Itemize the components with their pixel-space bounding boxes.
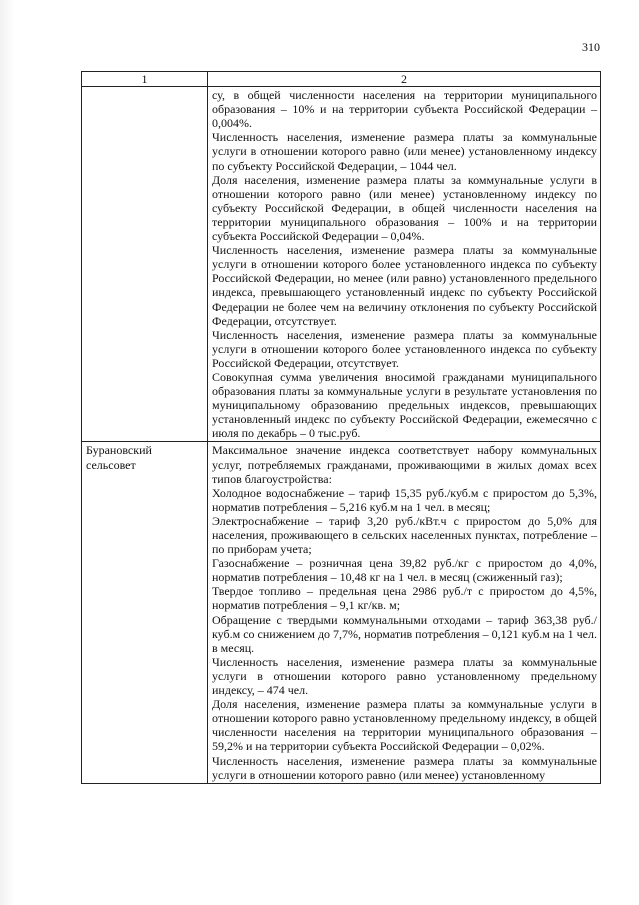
paragraph: Электроснабжение – тариф 3,20 руб./кВт.ч с приростом до 5,0% для населения, проживающего в сельских населенных пунктах, потребление – по приборам учета; (212, 513, 597, 557)
municipality-name-line: Бурановский (86, 443, 152, 458)
row-1-col-1 (82, 87, 208, 442)
page-number: 310 (582, 40, 600, 54)
paragraph: Обращение с твердыми коммунальными отходами – тариф 363,38 руб./куб.м со снижением до 7,7%, норматив потребления – 0,121 куб.м на 1 чел. в месяц. (212, 612, 597, 655)
paragraph: Газоснабжение – розничная цена 39,82 руб./кг с приростом до 4,0%, норматив потребления – 10,48 кг на 1 чел. в месяц (сжиженный газ); (212, 556, 597, 585)
row-2-col-1 (82, 442, 208, 783)
paragraph: Холодное водоснабжение – тариф 15,35 руб./куб.м с приростом до 5,3%, норматив потребления – 5,216 куб.м на 1 чел. в месяц; (212, 485, 597, 514)
paragraph: Численность населения, изменение размера платы за коммунальные услуги в отношении которого равно (или менее) установленному (212, 753, 597, 782)
table-row (82, 87, 601, 442)
document-table (81, 71, 601, 784)
paragraph: Численность населения, изменение размера платы за коммунальные услуги в отношении которого более установленного индекса по субъекту Российской Федерации, отсутствует. (212, 327, 597, 370)
table-header-row (82, 72, 601, 87)
paragraph: Совокупная сумма увеличения вносимой гражданами муниципального образования платы за коммунальные услуги в результате установления по муниципальному образованию предельных индексов, превышающих установленный индекс по субъекту Российской Федерации, ежемесячно с июля по декабрь – 0 тыс.руб. (212, 369, 597, 441)
municipality-type-line: сельсовет (86, 457, 136, 472)
header-col-2: 2 (208, 72, 601, 87)
row-2-col-2 (208, 442, 601, 783)
scan-left-edge-shadow (0, 0, 14, 905)
paragraph: Доля населения, изменение размера платы за коммунальные услуги в отношении которого равно установленному предельному индексу, в общей численности населения на территории муниципального образования – 59,2% и на территории субъекта Российской Федерации – 0,02%. (212, 697, 597, 754)
paragraph: Твердое топливо – предельная цена 2986 руб./т с приростом до 4,5%, норматив потребления – 9,1 кг/кв. м; (212, 584, 597, 613)
paragraph: Максимальное значение индекса соответствует набору коммунальных услуг, потребляемых гражданами, проживающими в жилых домах всех типов благоустройства: (212, 443, 597, 486)
paragraph: Численность населения, изменение размера платы за коммунальные услуги в отношении которого равно установленному предельному индексу, – 474 чел. (212, 654, 597, 698)
row-1-col-2 (208, 87, 601, 442)
paragraph: су, в общей численности населения на территории муниципального образования – 10% и на территории субъекта Российской Федерации – 0,004%. (212, 88, 597, 131)
table-row (82, 442, 601, 783)
header-col-1: 1 (82, 72, 208, 87)
paragraph: Доля населения, изменение размера платы за коммунальные услуги в отношении которого равно (или менее) установленному индексу по субъекту Российской Федерации, в общей численности населения на территории муниципального образования – 100% и на территории субъекта Российской Федерации – 0,04%. (212, 172, 597, 244)
paragraph: Численность населения, изменение размера платы за коммунальные услуги в отношении которого равно (или менее) установленному индексу по субъекту Российской Федерации, – 1044 чел. (212, 130, 597, 173)
paragraph: Численность населения, изменение размера платы за коммунальные услуги в отношении которого более установленного индекса по субъекту Российской Федерации, но менее (или равно) установленного предельного индекса, превышающего установленный индекс по субъекту Российской Федерации не более чем на величину отклонения по субъекту Российской Федерации, отсутствует. (212, 243, 597, 328)
